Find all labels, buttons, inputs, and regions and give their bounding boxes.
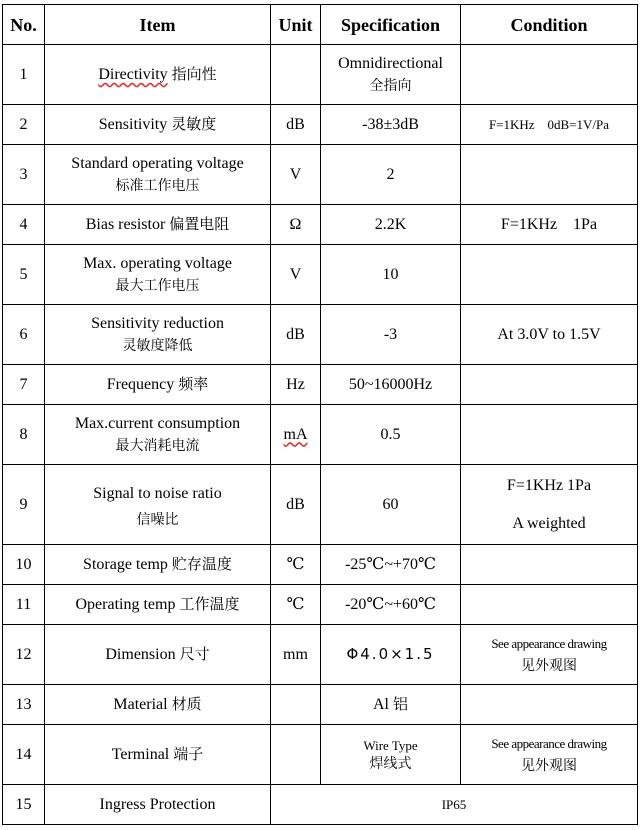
header-unit: Unit xyxy=(271,5,321,45)
spec-cell: 60 xyxy=(321,465,461,545)
item-name-zh: 材质 xyxy=(171,695,202,713)
row-number: 15 xyxy=(3,785,45,825)
item-cell: Ingress Protection xyxy=(45,785,271,825)
table-row xyxy=(3,405,638,465)
header-item: Item xyxy=(45,5,271,45)
item-name-zh: 信噪比 xyxy=(136,511,179,528)
item-cell xyxy=(45,725,271,785)
table-row xyxy=(3,105,638,145)
header-condition: Condition xyxy=(461,5,638,45)
spec-cell: 2.2K xyxy=(321,205,461,245)
item-name-zh: 标准工作电压 xyxy=(115,177,200,194)
item-cell xyxy=(45,45,271,105)
item-name-zh: 端子 xyxy=(173,745,204,763)
spec-cell xyxy=(321,685,461,725)
condition-cell xyxy=(461,365,638,405)
merged-value-cell: IP65 xyxy=(271,785,638,825)
spec-value: Wire Type xyxy=(363,737,418,753)
header-no: No. xyxy=(3,5,45,45)
item-name: Directivity xyxy=(98,66,168,83)
unit-cell: ℃ xyxy=(271,585,321,625)
condition-cell xyxy=(461,585,638,625)
row-number: 4 xyxy=(3,205,45,245)
row-number: 10 xyxy=(3,545,45,585)
table-row xyxy=(3,205,638,245)
unit-cell: V xyxy=(271,245,321,305)
header-row xyxy=(3,5,638,45)
table-row xyxy=(3,245,638,305)
condition-value-2: A weighted xyxy=(512,514,586,532)
condition-cell xyxy=(461,545,638,585)
table-row xyxy=(3,305,638,365)
table-row xyxy=(3,625,638,685)
spec-cell: -3 xyxy=(321,305,461,365)
spec-value: Φ4.0×1.5 xyxy=(346,645,435,663)
spec-cell xyxy=(321,625,461,685)
item-name-zh: 最大消耗电流 xyxy=(115,437,200,454)
table-row xyxy=(3,585,638,625)
item-name: Bias resistor xyxy=(85,216,166,233)
condition-value: F=1KHz 1Pa xyxy=(506,476,592,494)
condition-value: See appearance drawing xyxy=(491,635,607,651)
spec-cell: 50~16000Hz xyxy=(321,365,461,405)
condition-cell xyxy=(461,725,638,785)
item-name: Sensitivity xyxy=(98,116,168,133)
table-row xyxy=(3,465,638,545)
condition-cell xyxy=(461,245,638,305)
condition-cell: At 3.0V to 1.5V xyxy=(461,305,638,365)
row-number: 8 xyxy=(3,405,45,465)
item-name: Frequency xyxy=(106,376,175,393)
spec-cell: -38±3dB xyxy=(321,105,461,145)
item-name-zh: 灵敏度 xyxy=(171,115,217,133)
row-number: 7 xyxy=(3,365,45,405)
table-row xyxy=(3,145,638,205)
spec-cell: -20℃~+60℃ xyxy=(321,585,461,625)
unit-cell: Ω xyxy=(271,205,321,245)
unit-cell: mm xyxy=(271,625,321,685)
item-name: Material xyxy=(113,696,168,713)
item-name: Standard operating voltage xyxy=(71,154,244,172)
condition-cell xyxy=(461,405,638,465)
item-cell xyxy=(45,365,271,405)
table-row xyxy=(3,545,638,585)
item-name: Dimension xyxy=(105,646,176,663)
item-name-zh: 工作温度 xyxy=(179,595,240,613)
condition-cell xyxy=(461,145,638,205)
item-cell xyxy=(45,405,271,465)
table-row xyxy=(3,45,638,105)
unit-cell: ℃ xyxy=(271,545,321,585)
item-cell xyxy=(45,585,271,625)
unit-cell: Hz xyxy=(271,365,321,405)
unit-value: mA xyxy=(283,425,308,443)
item-name: Sensitivity reduction xyxy=(91,314,224,332)
unit-cell xyxy=(271,45,321,105)
item-cell xyxy=(45,245,271,305)
item-name: Storage temp xyxy=(83,556,168,573)
unit-cell: dB xyxy=(271,105,321,145)
header-specification: Specification xyxy=(321,5,461,45)
unit-cell xyxy=(271,725,321,785)
item-name: Signal to noise ratio xyxy=(93,484,222,502)
condition-value-zh: 见外观图 xyxy=(521,757,577,774)
table-row xyxy=(3,685,638,725)
row-number: 2 xyxy=(3,105,45,145)
spec-cell xyxy=(321,45,461,105)
condition-value-zh: 见外观图 xyxy=(521,657,577,674)
row-number: 3 xyxy=(3,145,45,205)
item-name-zh: 灵敏度降低 xyxy=(122,337,193,354)
item-cell xyxy=(45,145,271,205)
unit-cell: dB xyxy=(271,305,321,365)
item-cell xyxy=(45,685,271,725)
item-cell xyxy=(45,545,271,585)
item-cell xyxy=(45,625,271,685)
item-name-zh: 尺寸 xyxy=(179,645,210,663)
row-number: 14 xyxy=(3,725,45,785)
row-number: 13 xyxy=(3,685,45,725)
unit-cell: V xyxy=(271,145,321,205)
item-cell xyxy=(45,105,271,145)
item-name-zh: 指向性 xyxy=(171,65,217,83)
spec-value: Al xyxy=(372,696,389,713)
spec-cell: 0.5 xyxy=(321,405,461,465)
item-cell xyxy=(45,205,271,245)
spec-cell: 10 xyxy=(321,245,461,305)
spec-value-zh: 全指向 xyxy=(369,77,412,94)
condition-value: See appearance drawing xyxy=(491,735,607,751)
spec-cell: 2 xyxy=(321,145,461,205)
spec-cell: -25℃~+70℃ xyxy=(321,545,461,585)
item-name: Max.current consumption xyxy=(74,414,241,432)
item-name: Operating temp xyxy=(75,596,176,613)
condition-cell xyxy=(461,685,638,725)
unit-cell xyxy=(271,685,321,725)
row-number: 6 xyxy=(3,305,45,365)
spec-value-zh: 焊线式 xyxy=(369,755,412,772)
condition-cell xyxy=(461,465,638,545)
row-number: 11 xyxy=(3,585,45,625)
condition-cell xyxy=(461,625,638,685)
spec-table xyxy=(2,4,638,825)
condition-cell: F=1KHz 0dB=1V/Pa xyxy=(461,105,638,145)
table-row xyxy=(3,365,638,405)
item-name: Terminal xyxy=(111,746,170,763)
row-number: 12 xyxy=(3,625,45,685)
item-name-zh: 偏置电阻 xyxy=(169,215,230,233)
spec-cell xyxy=(321,725,461,785)
table-row xyxy=(3,785,638,825)
condition-cell: F=1KHz 1Pa xyxy=(461,205,638,245)
row-number: 9 xyxy=(3,465,45,545)
item-cell xyxy=(45,465,271,545)
row-number: 5 xyxy=(3,245,45,305)
condition-cell xyxy=(461,45,638,105)
item-name-zh: 贮存温度 xyxy=(171,555,232,573)
item-name: Max. operating voltage xyxy=(83,254,232,272)
spec-value-zh: 铝 xyxy=(392,695,408,713)
row-number: 1 xyxy=(3,45,45,105)
item-name-zh: 频率 xyxy=(178,375,209,393)
unit-cell: dB xyxy=(271,465,321,545)
unit-cell xyxy=(271,405,321,465)
table-row xyxy=(3,725,638,785)
spec-value: Omnidirectional xyxy=(338,54,443,72)
item-cell xyxy=(45,305,271,365)
item-name-zh: 最大工作电压 xyxy=(115,277,200,294)
